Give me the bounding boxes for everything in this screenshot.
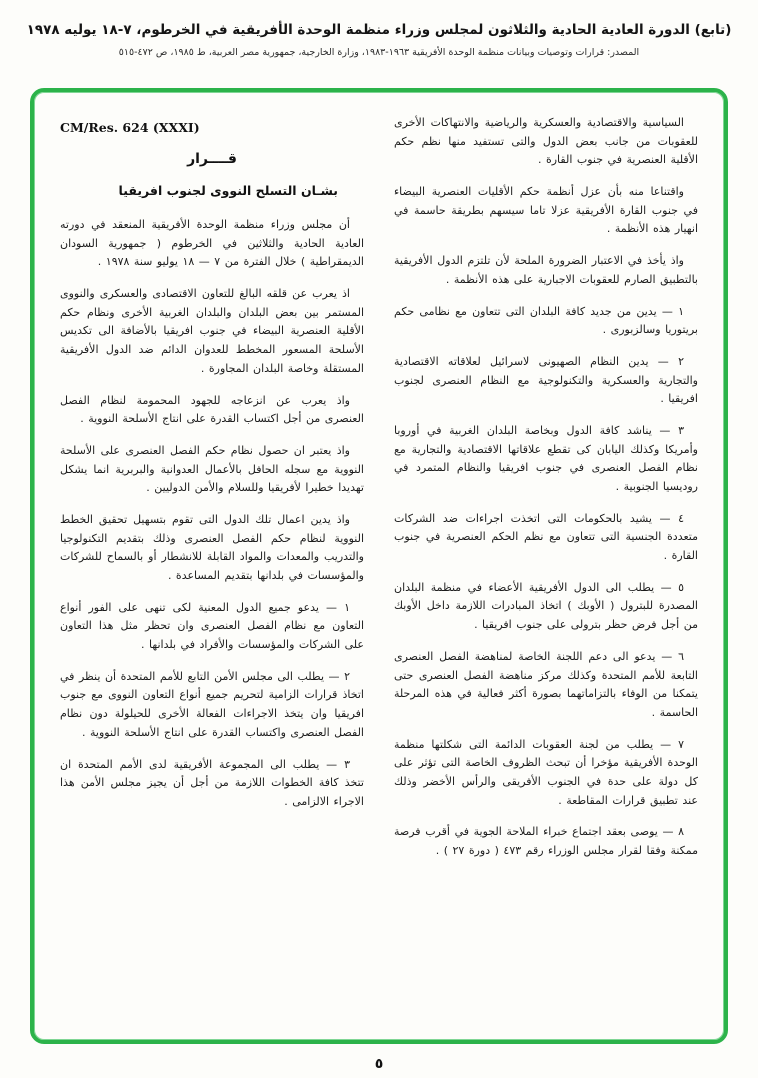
paragraph: واذ يأخذ في الاعتبار الضرورة الملحة لأن تلتزم الدول الأفريقية بالتطبيق الصارم للعقوبات الاجبارية على هذه الأنظمة .: [394, 254, 698, 286]
paragraph: ١ — يدين من جديد كافة البلدان التى تتعاون مع نظامى حكم بريتوريا وسالزبورى .: [394, 304, 698, 337]
paragraph: واذ يعرب عن انزعاجه للجهود المحمومة لنظام الفصل العنصرى من أجل اكتساب القدرة على انتاج الأسلحة النووية .: [60, 393, 364, 426]
paragraph: واذ يعتبر ان حصول نظام حكم الفصل العنصرى على الأسلحة النووية مع سجله الحافل بالأعمال العدوانية والبربرية انما يشكل تهديدا خطيرا لأفريقيا وللسلام والأمن الدوليين .: [60, 443, 364, 495]
header-source-line: المصدر: قرارات وتوصيات وبيانات منظمة الوحدة الأفريقية ١٩٦٣-١٩٨٣، وزارة الخارجية، جمهورية مصر العربية، ط ١٩٨٥، ص ٤٧٢-٥١٥: [118, 47, 640, 58]
paragraph: ٤ — يشيد بالحكومات التى اتخذت اجراءات ضد الشركات متعددة الجنسية التى تتعاون مع نظم الحكم العنصرية في جنوب القارة .: [394, 511, 698, 563]
page-number: ٥: [374, 1056, 384, 1072]
paragraph: ١ — يدعو جميع الدول المعنية لكى تنهى على الفور أنواع التعاون مع نظام الفصل العنصرى وان تحظر مثل هذا التعاون على الشركات والمؤسسات والأفراد في بلدانها .: [60, 600, 364, 652]
resolution-reference: CM/Res. 624 (XXXI): [60, 120, 200, 135]
paragraph: ٥ — يطلب الى الدول الأفريقية الأعضاء في منظمة البلدان المصدرة للبترول ( الأوبك ) اتخاذ المبادرات اللازمة داخل الأوبك من أجل فرض حظر بترولى على جنوب افريقيا .: [394, 580, 698, 632]
right-column-previous-resolution-end: [394, 114, 698, 1024]
header-session-title: (تابع) الدورة العادية الحادية والثلاثون لمجلس وزراء منظمة الوحدة الأفريقية في الخرطوم، ٧-١٨ يوليه ١٩٧٨: [26, 22, 732, 38]
two-column-layout: [34, 92, 724, 1040]
content-border-frame: [30, 88, 728, 1044]
paragraph: اذ يعرب عن قلقه البالغ للتعاون الاقتصادى والعسكرى والنووى المستمر بين بعض البلدان والبلدان الغربية الأخرى ونظام حكم الأقلية العنصرية البيضاء في جنوب افريقيا بالأضافة الى تكديس الأسلحة المسعور المخطط للعدوان الدائم ضد الدول الأفريقية المستقلة وخاصة البلدان المجاورة .: [60, 287, 364, 375]
paragraph: ٢ — يطلب الى مجلس الأمن التابع للأمم المتحدة أن ينظر في اتخاذ قرارات الزامية لتحريم جميع أنواع التعاون النووى مع جنوب افريقيا وان يتخذ الاجراءات الفعالة الأخرى للحيلولة دون نظام الفصل العنصرى واكتساب القدرة على انتاج الأسلحة النووية .: [60, 669, 364, 739]
paragraph: ٧ — يطلب من لجنة العقوبات الدائمة التى شكلتها منظمة الوحدة الأفريقية مؤخرا أن تبحث الظروف الخاصة التى تؤثر على كل دولة على حدة في الجنوب الأفريقى والرأس الأخضر وذلك عند تطبيق قرارات المقاطعة .: [394, 737, 698, 807]
paragraph: ٨ — يوصى بعقد اجتماع خبراء الملاحة الجوية في أقرب فرصة ممكنة وفقا لقرار مجلس الوزراء رقم ٤٧٣ ( دورة ٢٧ ) .: [394, 825, 698, 857]
page-header: [0, 22, 758, 58]
resolution-subtitle: بشـان التسلح النووى لجنوب افريقيا: [118, 183, 338, 198]
paragraph: ٣ — يناشد كافة الدول وبخاصة البلدان الغربية في أوروبا وأمريكا وكذلك اليابان كى تقطع علاقاتها الاقتصادية والتجارية مع نظام الفصل العنصرى في جنوب افريقيا والنظام المتمرد في روديسيا الجنوبية .: [394, 423, 698, 493]
paragraph: أن مجلس وزراء منظمة الوحدة الأفريقية المنعقد في دورته العادية الحادية والثلاثين في الخرطوم ( جمهورية السودان الديمقراطية ) خلال الفترة من ٧ — ١٨ يوليو سنة ١٩٧٨ .: [60, 218, 364, 269]
paragraph: السياسية والاقتصادية والعسكرية والرياضية والانتهاكات الأخرى للعقوبات من جانب بعض الدول والتى تستفيد منها نظم حكم الأقلية العنصرية في جنوب القارة .: [394, 116, 698, 167]
resolution-title: قــــرار: [187, 151, 237, 167]
resolution-body: [60, 216, 364, 812]
paragraph: ٦ — يدعو الى دعم اللجنة الخاصة لمناهضة الفصل العنصرى التابعة للأمم المتحدة وكذلك مركز مناهضة الفصل العنصرى حتى يتمكنا من الوفاء بالتزاماتهما بصورة أكثر فعالية في هذه المرحلة الحاسمة .: [394, 649, 698, 719]
paragraph: ٢ — يدين النظام الصهيونى لاسرائيل لعلاقاته الاقتصادية والتجارية والعسكرية والتكنولوجية مع النظام العنصرى لجنوب افريقيا .: [394, 354, 698, 406]
paragraph: واقتناعا منه بأن عزل أنظمة حكم الأقليات العنصرية البيضاء في جنوب القارة الأفريقية عزلا تاما سيسهم بطريقة حاسمة في انهيار هذه الأنظمة .: [394, 185, 698, 236]
left-column-resolution-624: [60, 114, 364, 1024]
paragraph: واذ يدين اعمال تلك الدول التى تقوم بتسهيل تحقيق الخطط النووية لنظام حكم الفصل العنصرى وذلك بتقديم التكنولوجيا والتدريب والمعدات والمواد القابلة للانشطار أو بالسماح للشركات والمؤسسات في بلدانها بتقديم المساعدة .: [60, 512, 364, 582]
paragraph: ٣ — يطلب الى المجموعة الأفريقية لدى الأمم المتحدة ان تتخذ كافة الخطوات اللازمة من أجل أن يجيز مجلس الأمن هذا الاجراء الالزامى .: [60, 757, 364, 808]
